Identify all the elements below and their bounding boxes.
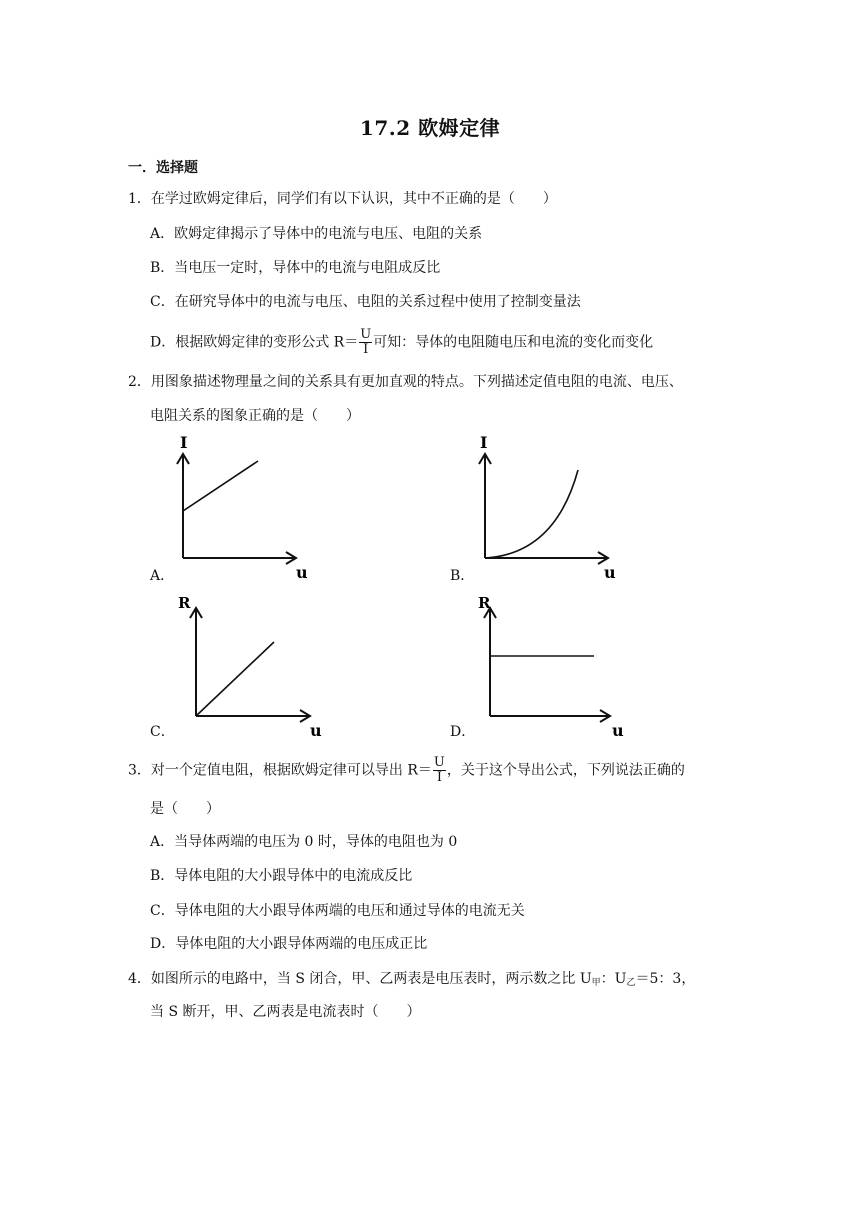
q2-stem-line2: 电阻关系的图象正确的是（ ） bbox=[150, 408, 360, 424]
graph-a-label: A． bbox=[150, 568, 175, 584]
graph-d-label: D． bbox=[450, 724, 476, 740]
fraction-denominator: I bbox=[436, 770, 442, 785]
graph-b-x-label: u bbox=[604, 563, 616, 582]
graph-d-y-label: R bbox=[478, 594, 491, 612]
graph-c-x-label: u bbox=[310, 721, 322, 740]
fraction-denominator: I bbox=[363, 342, 369, 357]
graph-c-plot-line bbox=[196, 642, 274, 716]
q4-stem-line2: 当 S 断开，甲、乙两表是电流表时（ ） bbox=[150, 1004, 421, 1020]
q3-stem-suffix: ，关于这个导出公式，下列说法正确的 bbox=[446, 762, 685, 779]
graph-b bbox=[470, 436, 620, 584]
q4-stem-mid: ：U bbox=[600, 971, 627, 987]
q3-option-c: C．导体电阻的大小跟导体两端的电压和通过导体的电流无关 bbox=[150, 903, 525, 919]
q1-stem: 1．在学过欧姆定律后，同学们有以下认识，其中不正确的是（ ） bbox=[128, 191, 557, 207]
q1-option-d-prefix: D．根据欧姆定律的变形公式 R＝ bbox=[150, 334, 359, 351]
q2-stem-line1: 2．用图象描述物理量之间的关系具有更加直观的特点。下列描述定值电阻的电流、电压、 bbox=[128, 374, 683, 390]
ohm-fraction bbox=[359, 328, 372, 357]
graph-a-x-label: u bbox=[296, 563, 308, 582]
q3-stem-prefix: 3．对一个定值电阻，根据欧姆定律可以导出 R＝ bbox=[128, 762, 432, 779]
subscript-yi: 乙 bbox=[626, 978, 636, 988]
q4-stem-suffix: ＝5：3， bbox=[635, 971, 696, 987]
graph-b-y-label: I bbox=[480, 436, 488, 452]
section-heading: 一．选择题 bbox=[128, 160, 198, 176]
q3-option-b: B．导体电阻的大小跟导体中的电流成反比 bbox=[150, 868, 413, 884]
graph-b-plot-curve bbox=[485, 470, 578, 558]
graph-b-label: B． bbox=[450, 568, 475, 584]
subscript-jia: 甲 bbox=[591, 978, 601, 988]
graph-a bbox=[168, 436, 308, 584]
graph-c-y-label: R bbox=[178, 594, 191, 612]
q1-option-a: A．欧姆定律揭示了导体中的电流与电压、电阻的关系 bbox=[150, 226, 483, 242]
q1-option-d-suffix: 可知：导体的电阻随电压和电流的变化而变化 bbox=[373, 334, 654, 351]
q1-option-b: B．当电压一定时，导体中的电流与电阻成反比 bbox=[150, 260, 441, 276]
q3-stem-line1 bbox=[128, 756, 685, 785]
q4-stem-line1 bbox=[128, 969, 695, 993]
fraction-numerator: U bbox=[433, 755, 445, 770]
q1-option-d bbox=[150, 328, 653, 357]
q1-option-c: C．在研究导体中的电流与电压、电阻的关系过程中使用了控制变量法 bbox=[150, 294, 581, 310]
document-title: 17.2 欧姆定律 bbox=[359, 116, 501, 140]
q4-stem-prefix: 4．如图所示的电路中，当 S 闭合，甲、乙两表是电压表时，两示数之比 U bbox=[128, 971, 592, 987]
q3-option-a: A．当导体两端的电压为 0 时，导体的电阻也为 0 bbox=[150, 834, 458, 850]
graph-a-y-label: I bbox=[180, 436, 188, 452]
graph-c-label: C． bbox=[150, 724, 175, 740]
graph-a-plot-line bbox=[183, 461, 258, 511]
graph-d-x-label: u bbox=[612, 721, 624, 740]
fraction-numerator: U bbox=[360, 327, 372, 342]
q3-stem-line2: 是（ ） bbox=[150, 801, 220, 817]
graph-d bbox=[468, 594, 628, 740]
ohm-fraction bbox=[433, 756, 446, 785]
q3-option-d: D．导体电阻的大小跟导体两端的电压成正比 bbox=[150, 936, 428, 952]
graph-c bbox=[172, 594, 332, 740]
